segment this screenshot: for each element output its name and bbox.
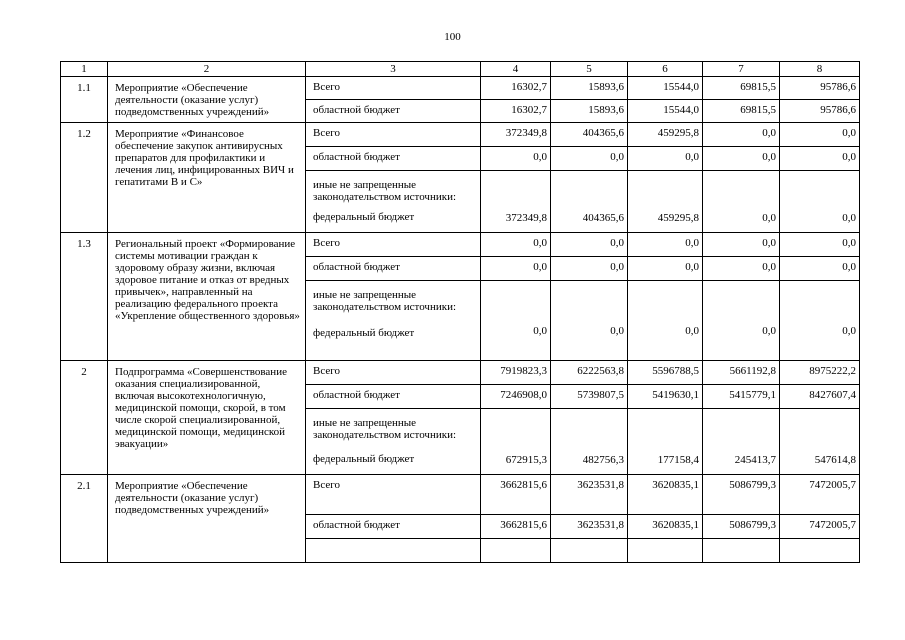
value-cell: 0,0	[703, 147, 780, 171]
empty-cell	[481, 539, 551, 563]
source-total-label: Всего	[306, 77, 481, 100]
value-cell: 0,0	[551, 257, 628, 281]
header-cell: 4	[481, 62, 551, 77]
source-regional-label: областной бюджет	[306, 147, 481, 171]
source-federal-label: федеральный бюджет	[313, 211, 415, 223]
source-other-federal	[306, 171, 481, 233]
row-name: Региональный проект «Формирование системы мотивации граждан к здоровому образу жизни, включая здоровое питание и отказ от вредных привычек», направленный на реализацию федерального проекта «Укрепление общественного здоровья»	[108, 233, 306, 361]
value-cell: 0,0	[780, 147, 860, 171]
source-total-label: Всего	[306, 123, 481, 147]
value-cell: 16302,7	[481, 100, 551, 123]
value-cell: 15893,6	[551, 77, 628, 100]
source-other-label: иные не запрещенные законодательством источники:	[313, 289, 457, 313]
page-number: 100	[444, 31, 461, 43]
value-cell: 3623531,8	[551, 515, 628, 539]
header-cell: 3	[306, 62, 481, 77]
source-total-label: Всего	[306, 233, 481, 257]
value-cell: 3620835,1	[628, 475, 703, 515]
value-cell: 95786,6	[780, 100, 860, 123]
value-cell: 7246908,0	[481, 385, 551, 409]
value-cell: 547614,8	[780, 409, 860, 475]
value-cell: 3662815,6	[481, 515, 551, 539]
value-cell: 0,0	[703, 123, 780, 147]
source-other-federal	[306, 281, 481, 361]
value-cell: 5661192,8	[703, 361, 780, 385]
value-cell: 0,0	[780, 257, 860, 281]
value-cell: 0,0	[481, 233, 551, 257]
value-cell: 5415779,1	[703, 385, 780, 409]
value-cell: 672915,3	[481, 409, 551, 475]
source-federal-label: федеральный бюджет	[313, 453, 415, 465]
value-cell: 0,0	[628, 147, 703, 171]
value-cell: 3662815,6	[481, 475, 551, 515]
value-cell: 0,0	[628, 281, 703, 361]
value-cell: 0,0	[481, 257, 551, 281]
value-cell: 0,0	[703, 171, 780, 233]
value-cell: 5739807,5	[551, 385, 628, 409]
empty-cell	[780, 539, 860, 563]
value-cell: 372349,8	[481, 123, 551, 147]
value-cell: 8427607,4	[780, 385, 860, 409]
row-name: Мероприятие «Обеспечение деятельности (оказание услуг) подведомственных учреждений»	[108, 77, 306, 123]
header-cell: 2	[108, 62, 306, 77]
empty-cell	[306, 539, 481, 563]
source-other-federal	[306, 409, 481, 475]
value-cell: 459295,8	[628, 171, 703, 233]
value-cell: 15544,0	[628, 77, 703, 100]
row-name: Мероприятие «Обеспечение деятельности (оказание услуг) подведомственных учреждений»	[108, 475, 306, 563]
value-cell: 0,0	[780, 123, 860, 147]
value-cell: 482756,3	[551, 409, 628, 475]
value-cell: 0,0	[780, 233, 860, 257]
empty-cell	[628, 539, 703, 563]
budget-table	[60, 61, 860, 563]
source-federal-label: федеральный бюджет	[313, 327, 415, 339]
row-name: Подпрограмма «Совершенствование оказания специализированной, включая высокотехнологичную, медицинской помощи, скорой, в том числе скорой специализированной, медицинской помощи, медицинской эвакуации»	[108, 361, 306, 475]
value-cell: 0,0	[481, 281, 551, 361]
table-row	[61, 361, 860, 385]
value-cell: 3623531,8	[551, 475, 628, 515]
row-number: 2.1	[61, 475, 108, 563]
value-cell: 5419630,1	[628, 385, 703, 409]
source-total-label: Всего	[306, 361, 481, 385]
header-cell: 6	[628, 62, 703, 77]
value-cell: 459295,8	[628, 123, 703, 147]
table-row	[61, 123, 860, 147]
value-cell: 0,0	[628, 233, 703, 257]
value-cell: 69815,5	[703, 77, 780, 100]
value-cell: 69815,5	[703, 100, 780, 123]
source-regional-label: областной бюджет	[306, 100, 481, 123]
value-cell: 6222563,8	[551, 361, 628, 385]
row-name: Мероприятие «Финансовое обеспечение закупок антивирусных препаратов для профилактики и лечения лиц, инфицированных ВИЧ и гепатитами В и С»	[108, 123, 306, 233]
value-cell: 177158,4	[628, 409, 703, 475]
value-cell: 7472005,7	[780, 475, 860, 515]
value-cell: 245413,7	[703, 409, 780, 475]
value-cell: 372349,8	[481, 171, 551, 233]
value-cell: 404365,6	[551, 123, 628, 147]
value-cell: 0,0	[703, 233, 780, 257]
header-cell: 5	[551, 62, 628, 77]
header-row	[61, 62, 860, 77]
value-cell: 0,0	[551, 147, 628, 171]
source-regional-label: областной бюджет	[306, 385, 481, 409]
value-cell: 16302,7	[481, 77, 551, 100]
value-cell: 5086799,3	[703, 515, 780, 539]
value-cell: 0,0	[703, 281, 780, 361]
table-row	[61, 233, 860, 257]
value-cell: 0,0	[780, 171, 860, 233]
value-cell: 95786,6	[780, 77, 860, 100]
header-cell: 1	[61, 62, 108, 77]
value-cell: 0,0	[551, 281, 628, 361]
row-number: 1.2	[61, 123, 108, 233]
value-cell: 7919823,3	[481, 361, 551, 385]
header-cell: 8	[780, 62, 860, 77]
value-cell: 404365,6	[551, 171, 628, 233]
source-regional-label: областной бюджет	[306, 257, 481, 281]
source-total-label: Всего	[306, 475, 481, 515]
empty-cell	[703, 539, 780, 563]
value-cell: 0,0	[703, 257, 780, 281]
empty-cell	[551, 539, 628, 563]
source-regional-label: областной бюджет	[306, 515, 481, 539]
value-cell: 7472005,7	[780, 515, 860, 539]
source-other-label: иные не запрещенные законодательством источники:	[313, 417, 457, 441]
header-cell: 7	[703, 62, 780, 77]
source-other-label: иные не запрещенные законодательством источники:	[313, 179, 457, 203]
value-cell: 15544,0	[628, 100, 703, 123]
value-cell: 5596788,5	[628, 361, 703, 385]
row-number: 1.3	[61, 233, 108, 361]
value-cell: 0,0	[551, 233, 628, 257]
value-cell: 0,0	[628, 257, 703, 281]
value-cell: 0,0	[780, 281, 860, 361]
row-number: 1.1	[61, 77, 108, 123]
value-cell: 15893,6	[551, 100, 628, 123]
row-number: 2	[61, 361, 108, 475]
table-row	[61, 77, 860, 100]
table-row	[61, 475, 860, 515]
value-cell: 3620835,1	[628, 515, 703, 539]
value-cell: 8975222,2	[780, 361, 860, 385]
value-cell: 5086799,3	[703, 475, 780, 515]
value-cell: 0,0	[481, 147, 551, 171]
